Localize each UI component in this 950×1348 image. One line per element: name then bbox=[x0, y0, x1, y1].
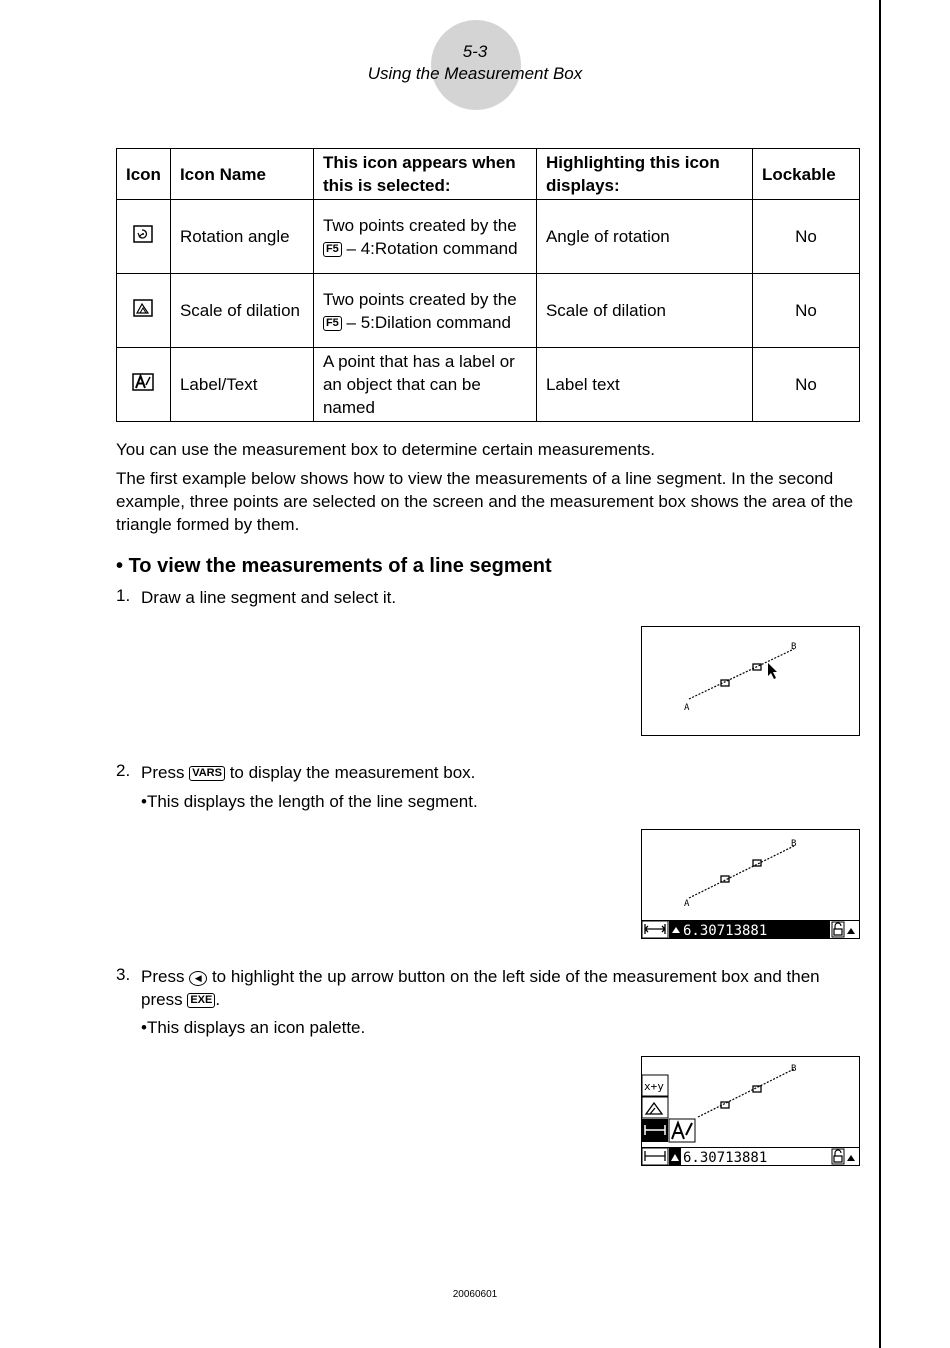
svg-text:B: B bbox=[791, 1064, 797, 1074]
footer-code: 20060601 bbox=[452, 1289, 498, 1300]
step-number: 1. bbox=[116, 586, 131, 605]
highlight-displays: Scale of dilation bbox=[536, 274, 752, 348]
palette-item-x-plus-y: x+y bbox=[644, 1080, 664, 1093]
left-cursor-key-icon: ◀ bbox=[189, 971, 207, 986]
point-b-label: B bbox=[791, 642, 797, 652]
svg-text:B: B bbox=[791, 839, 797, 849]
table-row bbox=[117, 348, 860, 422]
f5-key-icon: F5 bbox=[323, 316, 342, 331]
col-header-lockable: Lockable bbox=[752, 149, 859, 200]
page-edge-rule bbox=[879, 0, 881, 1348]
step-number: 2. bbox=[116, 761, 131, 780]
selected-condition: Two points created by the F5 – 5:Dilation command bbox=[313, 274, 536, 348]
up-arrow-icon bbox=[847, 928, 855, 934]
col-header-selected: This icon appears when this is selected: bbox=[313, 149, 536, 200]
vars-key-icon: VARS bbox=[189, 766, 225, 781]
measurement-value: 6.30713881 bbox=[683, 1150, 768, 1165]
step-text: Press ◀ to highlight the up arrow button on the left side of the measurement box and then press EXE . bbox=[141, 967, 820, 1009]
icon-name: Label/Text bbox=[170, 348, 313, 422]
step-number: 3. bbox=[116, 965, 131, 984]
exe-key-icon: EXE bbox=[187, 993, 215, 1008]
selected-condition: A point that has a label or an object that can be named bbox=[313, 348, 536, 422]
highlight-displays: Label text bbox=[536, 348, 752, 422]
selected-condition: Two points created by the F5 – 4:Rotation command bbox=[313, 200, 536, 274]
step-bullet: •This displays the length of the line segment. bbox=[141, 792, 478, 811]
f5-key-icon: F5 bbox=[323, 242, 342, 257]
measurement-value: 6.30713881 bbox=[683, 923, 768, 938]
calculator-screen-2 bbox=[641, 829, 860, 939]
section-number: 5-3 bbox=[462, 42, 488, 61]
icon-name: Scale of dilation bbox=[170, 274, 313, 348]
highlight-displays: Angle of rotation bbox=[536, 200, 752, 274]
procedure-heading: • To view the measurements of a line segment bbox=[116, 555, 552, 577]
dilation-scale-icon bbox=[133, 299, 153, 317]
lockable: No bbox=[752, 200, 859, 274]
label-text-icon bbox=[132, 373, 154, 391]
lockable: No bbox=[752, 274, 859, 348]
table-header-row bbox=[117, 149, 860, 200]
up-arrow-icon bbox=[847, 1155, 855, 1161]
point-a-label: A bbox=[684, 703, 690, 713]
step-text: Draw a line segment and select it. bbox=[141, 588, 397, 607]
col-header-displays: Highlighting this icon displays: bbox=[536, 149, 752, 200]
icon-table bbox=[116, 148, 860, 422]
lockable: No bbox=[752, 348, 859, 422]
example-paragraph: The first example below shows how to view the measurements of a line segment. In the second example, three points are selected on the screen and the measurement box shows the area of the triangle formed by them. bbox=[116, 469, 854, 534]
rotation-angle-icon bbox=[133, 225, 153, 243]
col-header-name: Icon Name bbox=[170, 149, 313, 200]
col-header-icon: Icon bbox=[117, 149, 171, 200]
calculator-screen-1 bbox=[641, 626, 860, 736]
step-bullet: •This displays an icon palette. bbox=[141, 1018, 366, 1037]
calculator-screen-3 bbox=[641, 1056, 860, 1166]
table-row bbox=[117, 200, 860, 274]
table-row bbox=[117, 274, 860, 348]
intro-paragraph: You can use the measurement box to determine certain measurements. bbox=[116, 440, 655, 459]
step-text: Press VARS to display the measurement box. bbox=[141, 763, 476, 782]
svg-text:A: A bbox=[684, 899, 690, 909]
section-title: Using the Measurement Box bbox=[367, 64, 583, 83]
icon-name: Rotation angle bbox=[170, 200, 313, 274]
